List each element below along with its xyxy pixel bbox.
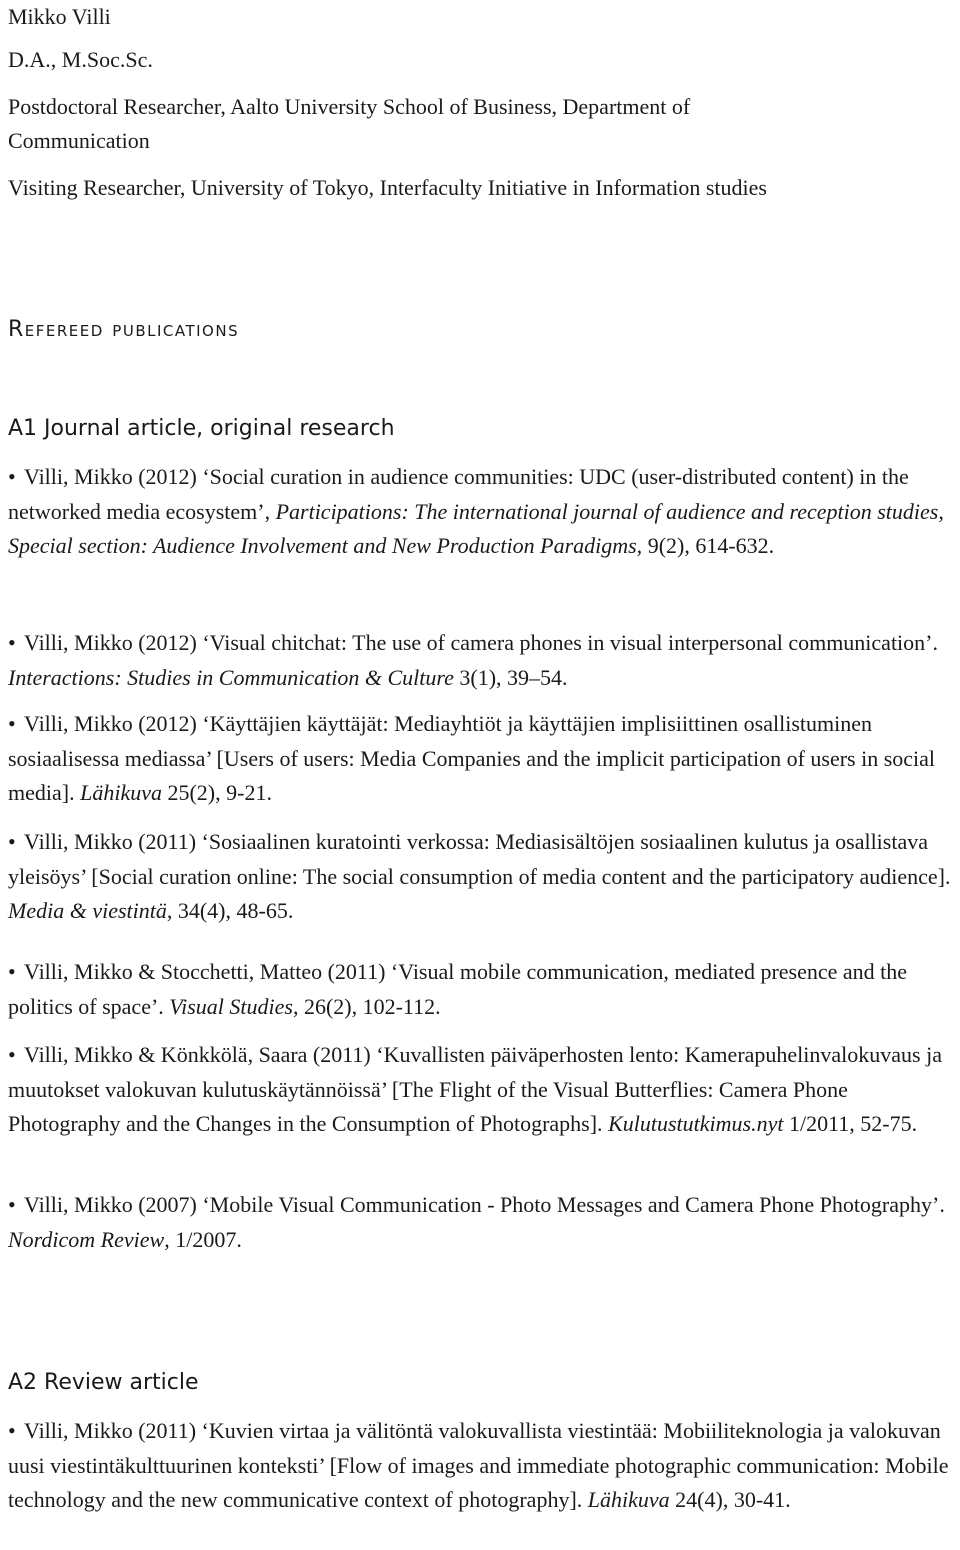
- publication-entry: • Villi, Mikko (2012) ‘Social curation in audience communities: UDC (user-distributed content) in the networked media ecosystem’, Participations: The international journal of audience and reception studies, Special section: Audience Involvement and New Production Paradigms, 9(2), 614-632.: [8, 464, 944, 558]
- author-name: Mikko Villi: [8, 4, 111, 29]
- a1-heading: A1 Journal article, original research: [8, 416, 395, 441]
- position-1-line-1: Postdoctoral Researcher, Aalto University School of Business, Department of: [8, 94, 691, 119]
- author-degrees: D.A., M.Soc.Sc.: [8, 47, 153, 72]
- section-heading-refereed-publications: Refereed publications: [8, 317, 240, 342]
- publication-entry: • Villi, Mikko (2007) ‘Mobile Visual Communication - Photo Messages and Camera Phone Photography’. Nordicom Review, 1/2007.: [8, 1192, 945, 1252]
- publication-entry: • Villi, Mikko & Stocchetti, Matteo (2011) ‘Visual mobile communication, mediated presence and the politics of space’. Visual Studies, 26(2), 102-112.: [8, 959, 908, 1019]
- position-1-line-2: Communication: [8, 128, 150, 153]
- publication-entry: • Villi, Mikko (2011) ‘Kuvien virtaa ja välitöntä valokuvallista viestintää: Mobiiliteknologia ja valokuvan uusi viestintäkulttuurinen konteksti’ [Flow of images and immediate photographic communication: Mobile technology and the new communicative context of photography]. Lähikuva 24(4), 30-41.: [8, 1418, 949, 1512]
- publication-entry: • Villi, Mikko (2011) ‘Sosiaalinen kuratointi verkossa: Mediasisältöjen sosiaalinen kulutus ja osallistava yleisöys’ [Social curation online: The social consumption of media content and the participatory audience]. Media & viestintä, 34(4), 48-65.: [8, 829, 951, 923]
- publication-entry: • Villi, Mikko & Könkkölä, Saara (2011) ‘Kuvallisten päiväperhosten lento: Kamerapuhelinvalokuvaus ja muutokset valokuvan kulutuskäytännöissä’ [The Flight of the Visual Butterflies: Camera Phone Photography and the Changes in the Consumption of Photographs]. Kulutustutkimus.nyt 1/2011, 52-75.: [8, 1042, 942, 1136]
- publication-entry: • Villi, Mikko (2012) ‘Visual chitchat: The use of camera phones in visual interpersonal communication’. Interactions: Studies in Communication & Culture 3(1), 39–54.: [8, 630, 938, 690]
- position-2: Visiting Researcher, University of Tokyo, Interfaculty Initiative in Information studies: [8, 175, 767, 200]
- a2-heading: A2 Review article: [8, 1370, 199, 1395]
- publication-entry: • Villi, Mikko (2012) ‘Käyttäjien käyttäjät: Mediayhtiöt ja käyttäjien implisiittinen osallistuminen sosiaalisessa mediassa’ [Users of users: Media Companies and the implicit participation of users in social media]. Lähikuva 25(2), 9-21.: [8, 711, 936, 805]
